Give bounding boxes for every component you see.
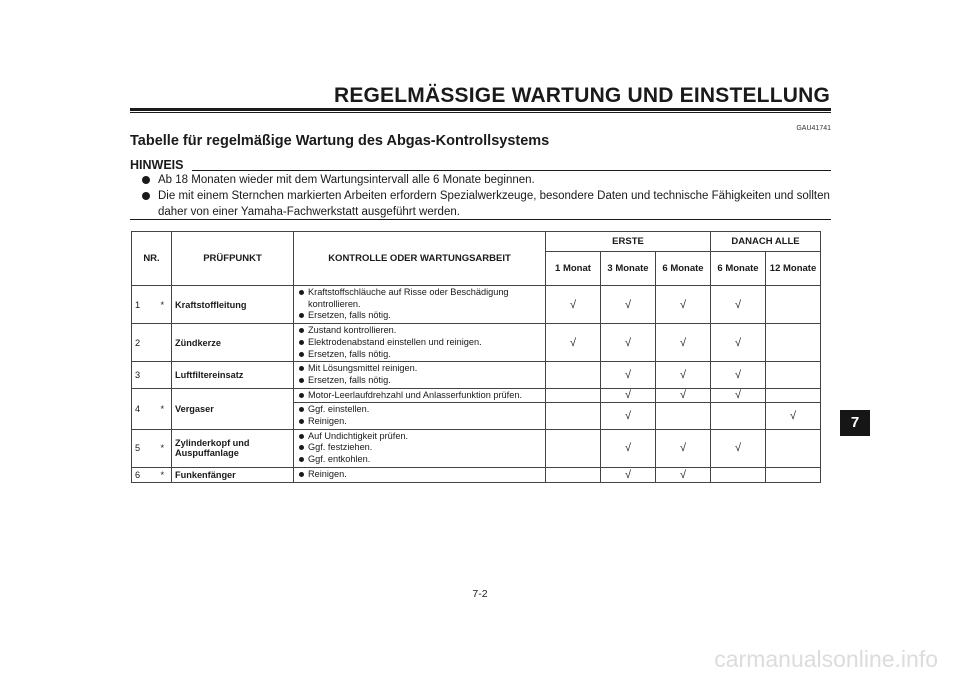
action-item	[297, 416, 542, 428]
special-tool-star	[154, 362, 172, 388]
header-rule-thin	[130, 112, 831, 113]
action-item	[297, 469, 542, 481]
row-number: 3	[132, 362, 154, 388]
bullet-icon	[299, 472, 304, 477]
bullet-icon	[299, 393, 304, 398]
action-text: Ggf. festziehen.	[308, 442, 373, 453]
bullet-icon	[299, 378, 304, 383]
special-tool-star: *	[154, 429, 172, 467]
bullet-icon	[299, 434, 304, 439]
bullet-icon	[299, 328, 304, 333]
action-text: Ersetzen, falls nötig.	[308, 374, 391, 385]
action-text: Kraftstoffschläuche auf Risse oder Beschädigung kontrollieren.	[308, 287, 509, 309]
check-mark: √	[711, 286, 766, 324]
maintenance-actions	[294, 467, 546, 482]
check-item: Zündkerze	[172, 324, 294, 362]
maintenance-table	[131, 231, 821, 483]
section-title: Tabelle für regelmäßige Wartung des Abgas-Kontrollsystems	[130, 133, 550, 149]
action-text: Reinigen.	[308, 468, 347, 479]
empty-interval-cell	[711, 403, 766, 429]
bullet-icon	[142, 192, 150, 200]
page-number: 7-2	[472, 588, 488, 600]
special-tool-star: *	[154, 286, 172, 324]
empty-interval-cell	[711, 467, 766, 482]
header-interval: 1 Monat	[546, 252, 601, 286]
action-text: Auf Undichtigkeit prüfen.	[308, 430, 409, 441]
empty-interval-cell	[766, 467, 821, 482]
empty-interval-cell	[766, 286, 821, 324]
empty-interval-cell	[546, 429, 601, 467]
document-code: GAU41741	[796, 125, 831, 132]
note-rule	[192, 170, 831, 171]
empty-interval-cell	[766, 388, 821, 403]
check-mark: √	[546, 286, 601, 324]
bullet-icon	[299, 366, 304, 371]
header-rule-thick	[130, 108, 831, 111]
check-mark: √	[656, 324, 711, 362]
check-mark: √	[766, 403, 821, 429]
action-text: Zustand kontrollieren.	[308, 325, 397, 336]
bullet-icon	[299, 445, 304, 450]
action-item	[297, 454, 542, 466]
header-item: PRÜFPUNKT	[172, 232, 294, 286]
action-item	[297, 310, 542, 322]
page-header-title: REGELMÄSSIGE WARTUNG UND EINSTELLUNG	[333, 84, 830, 107]
empty-interval-cell	[546, 388, 601, 403]
check-mark: √	[711, 429, 766, 467]
check-mark: √	[656, 429, 711, 467]
header-task: KONTROLLE ODER WARTUNGSARBEIT	[294, 232, 546, 286]
action-item	[297, 337, 542, 349]
check-mark: √	[546, 324, 601, 362]
check-mark: √	[601, 467, 656, 482]
note-item: Ab 18 Monaten wieder mit dem Wartungsintervall alle 6 Monate beginnen.	[142, 172, 834, 188]
action-text: Reinigen.	[308, 416, 347, 427]
special-tool-star	[154, 324, 172, 362]
bullet-icon	[299, 313, 304, 318]
check-item: Zylinderkopf und Auspuffanlage	[172, 429, 294, 467]
empty-interval-cell	[546, 467, 601, 482]
maintenance-actions	[294, 429, 546, 467]
row-number: 6	[132, 467, 154, 482]
check-mark: √	[601, 429, 656, 467]
special-tool-star: *	[154, 467, 172, 482]
note-end-rule	[130, 219, 831, 220]
action-item	[297, 349, 542, 361]
table-row	[132, 388, 821, 403]
action-text: Motor-Leerlaufdrehzahl und Anlasserfunktion prüfen.	[308, 389, 522, 400]
bullet-icon	[299, 352, 304, 357]
empty-interval-cell	[766, 362, 821, 388]
empty-interval-cell	[546, 362, 601, 388]
bullet-icon	[142, 176, 150, 184]
check-mark: √	[711, 324, 766, 362]
check-item: Vergaser	[172, 388, 294, 429]
table-row	[132, 467, 821, 482]
row-number: 5	[132, 429, 154, 467]
check-item: Luftfiltereinsatz	[172, 362, 294, 388]
check-mark: √	[656, 388, 711, 403]
action-item	[297, 431, 542, 443]
maintenance-actions	[294, 362, 546, 388]
maintenance-actions	[294, 403, 546, 429]
empty-interval-cell	[766, 429, 821, 467]
check-mark: √	[601, 403, 656, 429]
action-item	[297, 325, 542, 337]
action-item	[297, 375, 542, 387]
note-item: Die mit einem Sternchen markierten Arbeiten erfordern Spezialwerkzeuge, besondere Daten und technische Fähigkeiten und sollten daher von einer Yamaha-Fachwerkstatt ausgeführt werden.	[142, 188, 834, 220]
table-row	[132, 324, 821, 362]
check-mark: √	[601, 286, 656, 324]
check-item: Funkenfänger	[172, 467, 294, 482]
note-heading: HINWEIS	[130, 158, 184, 172]
check-item: Kraftstoffleitung	[172, 286, 294, 324]
table-row	[132, 362, 821, 388]
action-item	[297, 363, 542, 375]
action-text: Ggf. entkohlen.	[308, 454, 371, 465]
header-interval: 3 Monate	[601, 252, 656, 286]
table-row	[132, 429, 821, 467]
action-text: Elektrodenabstand einstellen und reinigen.	[308, 336, 482, 347]
action-item	[297, 404, 542, 416]
action-text: Ersetzen, falls nötig.	[308, 348, 391, 359]
watermark: carmanualsonline.info	[714, 646, 938, 672]
check-mark: √	[711, 388, 766, 403]
action-text: Mit Lösungsmittel reinigen.	[308, 363, 418, 374]
check-mark: √	[656, 286, 711, 324]
row-number: 1	[132, 286, 154, 324]
special-tool-star: *	[154, 388, 172, 429]
bullet-icon	[299, 419, 304, 424]
action-text: Ggf. einstellen.	[308, 404, 370, 415]
bullet-icon	[299, 407, 304, 412]
maintenance-actions	[294, 388, 546, 403]
empty-interval-cell	[546, 403, 601, 429]
empty-interval-cell	[656, 403, 711, 429]
check-mark: √	[711, 362, 766, 388]
check-mark: √	[656, 467, 711, 482]
header-first: ERSTE	[546, 232, 711, 252]
check-mark: √	[656, 362, 711, 388]
empty-interval-cell	[766, 324, 821, 362]
header-nr: NR.	[132, 232, 172, 286]
row-number: 2	[132, 324, 154, 362]
row-number: 4	[132, 388, 154, 429]
check-mark: √	[601, 388, 656, 403]
table-row	[132, 286, 821, 324]
maintenance-actions	[294, 286, 546, 324]
maintenance-actions	[294, 324, 546, 362]
action-text: Ersetzen, falls nötig.	[308, 310, 391, 321]
header-thereafter: DANACH ALLE	[711, 232, 821, 252]
action-item	[297, 287, 542, 310]
header-interval: 6 Monate	[711, 252, 766, 286]
check-mark: √	[601, 324, 656, 362]
action-item	[297, 442, 542, 454]
chapter-tab: 7	[840, 410, 870, 436]
check-mark: √	[601, 362, 656, 388]
header-interval: 12 Monate	[766, 252, 821, 286]
note-list	[142, 172, 834, 220]
bullet-icon	[299, 340, 304, 345]
bullet-icon	[299, 457, 304, 462]
header-interval: 6 Monate	[656, 252, 711, 286]
action-item	[297, 390, 542, 402]
bullet-icon	[299, 290, 304, 295]
